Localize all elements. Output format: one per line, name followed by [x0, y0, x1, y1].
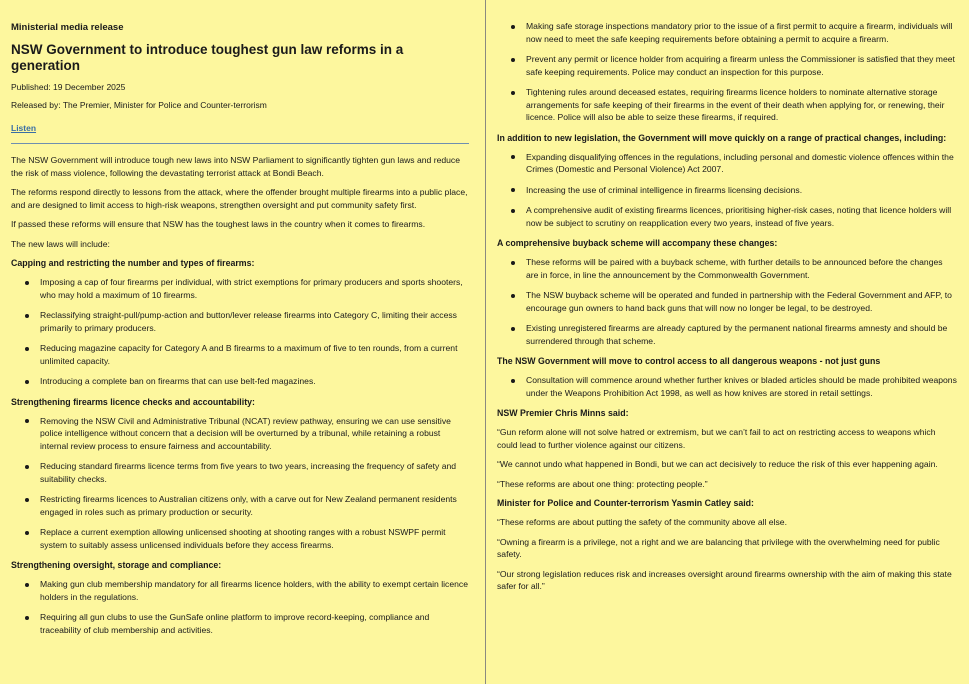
intro-paragraph: The new laws will include:: [11, 238, 110, 249]
list-item: Consultation will commence around whether further knives or bladed articles should be made prohibited weapons under the Weapons Prohibition Act 1998, as well as how knives are stored in retail settings.: [526, 375, 957, 398]
minister-quote: “These reforms are about putting the safety of the community above all else.: [497, 517, 787, 527]
premier-quote: “These reforms are about one thing: protecting people.”: [497, 478, 708, 489]
section-heading-practical: In addition to new legislation, the Government will move quickly on a range of practical changes, including:: [497, 132, 947, 143]
released-by: Released by: The Premier, Minister for Police and Counter-terrorism: [11, 100, 267, 111]
intro-paragraph: If passed these reforms will ensure that NSW has the toughest laws in the country when it comes to firearms.: [11, 219, 426, 230]
minister-quote: “Our strong legislation reduces risk and increases oversight around firearms ownership with the aim of making this state safer for all.”: [497, 568, 952, 591]
licence-list: [11, 415, 469, 552]
list-item: Requiring all gun clubs to use the GunSafe online platform to improve record-keeping, compliance and traceability of club membership and activities.: [40, 611, 469, 636]
section-heading-capping: Capping and restricting the number and types of firearms:: [11, 258, 255, 269]
list-item: Replace a current exemption allowing unlicensed shooting at shooting ranges with a robust NSWPF permit system to suitably assess unlicensed individuals before they access firearms.: [40, 526, 469, 551]
intro-paragraph: The NSW Government will introduce tough new laws into NSW Parliament to significantly tighten gun laws and reduce the risk of mass violence, following the devastating terrorist attack at Bondi Beach.: [11, 155, 460, 178]
release-type: Ministerial media release: [11, 22, 124, 33]
list-item: Existing unregistered firearms are already captured by the permanent national firearms amnesty and should be surrendered through that scheme.: [526, 322, 957, 347]
left-column: [11, 22, 469, 644]
premier-quote: “We cannot undo what happened in Bondi, but we can act decisively to reduce the risk of this ever happening again.: [497, 459, 938, 469]
oversight-list: [11, 578, 469, 636]
oversight-list-continued: [497, 20, 957, 124]
weapons-list: [497, 374, 957, 399]
list-item: Introducing a complete ban on firearms that can use belt-fed magazines.: [40, 375, 469, 388]
section-heading-buyback: A comprehensive buyback scheme will accompany these changes:: [497, 238, 778, 248]
list-item: The NSW buyback scheme will be operated and funded in partnership with the Federal Government and AFP, to encourage gun owners to hand back guns that will now no longer be legal, to be destroyed.: [526, 289, 957, 314]
minister-quote: “Owning a firearm is a privilege, not a right and we are balancing that privilege with the overwhelming need for public safety.: [497, 536, 940, 559]
section-heading-oversight: Strengthening oversight, storage and compliance:: [11, 560, 222, 571]
header-divider: [11, 143, 469, 144]
list-item: Making gun club membership mandatory for all firearms licence holders, with the ability to exempt certain licence holders in the regulations.: [40, 579, 468, 602]
list-item: Increasing the use of criminal intelligence in firearms licensing decisions.: [526, 184, 957, 197]
buyback-list: [497, 256, 957, 347]
list-item: Tightening rules around deceased estates, requiring firearms licence holders to nominate alternative storage arrangements for safe keeping of their firearms in the event of their death when applying for, or renewing, their licence. Police will also be able to seize these firearms, if required.: [526, 86, 957, 124]
list-item: Making safe storage inspections mandatory prior to the issue of a first permit to acquire a firearm, individuals will now need to meet the safe keeping requirements before obtaining a permit to acquire a firearm.: [526, 20, 957, 45]
list-item: Reducing magazine capacity for Category A and B firearms to a maximum of five to ten rounds, from a current unlimited capacity.: [40, 342, 469, 367]
list-item: Removing the NSW Civil and Administrative Tribunal (NCAT) review pathway, ensuring we can use sensitive police intelligence without concern that a decision will be overturned by a tribunal, while retaining a robust internal review process to ensure fairness and accountability.: [40, 415, 469, 453]
listen-link[interactable]: Listen: [11, 123, 37, 134]
intro-paragraph: The reforms respond directly to lessons from the attack, where the offender brought multiple firearms into a public place, and are designed to limit access to high-risk weapons, strengthen oversight and put community safety first.: [11, 187, 468, 210]
page-title: NSW Government to introduce toughest gun law reforms in a generation: [11, 42, 404, 73]
right-column: [497, 20, 957, 600]
section-heading-licence: Strengthening firearms licence checks and accountability:: [11, 396, 255, 407]
list-item: A comprehensive audit of existing firearms licences, prioritising higher-risk cases, noting that licence holders will now be subject to scrutiny on reapplication every two years, instead of five years.: [526, 204, 957, 229]
list-item: Reclassifying straight-pull/pump-action and button/lever release firearms into Category C, limiting their access primarily to primary producers.: [40, 309, 469, 334]
list-item: These reforms will be paired with a buyback scheme, with further details to be announced before the changes are in force, in line the announcement by the Commonwealth Government.: [526, 256, 957, 281]
premier-quote: “Gun reform alone will not solve hatred or extremism, but we can’t fail to act on restricting access to weapons which could lead to further violence against our citizens.: [497, 427, 936, 450]
list-item: Restricting firearms licences to Australian citizens only, with a carve out for New Zealand permanent residents engaged in roles such as primary production or security.: [40, 493, 469, 518]
list-item: Reducing standard firearms licence terms from five years to two years, increasing the frequency of safety and suitability checks.: [40, 460, 469, 485]
premier-heading: NSW Premier Chris Minns said:: [497, 408, 629, 418]
list-item: Imposing a cap of four firearms per individual, with strict exemptions for primary producers and sports shooters, who may hold a maximum of 10 firearms.: [40, 276, 469, 301]
list-item: Prevent any permit or licence holder from acquiring a firearm unless the Commissioner is satisfied that they meet safe keeping requirements. Police may conduct an inspection for this purpose.: [526, 53, 957, 78]
section-heading-weapons: The NSW Government will move to control access to all dangerous weapons - not just guns: [497, 356, 881, 366]
published-date: Published: 19 December 2025: [11, 82, 126, 93]
column-divider: [485, 0, 486, 684]
capping-list: [11, 276, 469, 388]
list-item: Expanding disqualifying offences in the regulations, including personal and domestic violence offences within the Crimes (Domestic and Personal Violence) Act 2007.: [526, 151, 957, 176]
practical-list: [497, 151, 957, 230]
minister-heading: Minister for Police and Counter-terrorism Yasmin Catley said:: [497, 498, 754, 508]
